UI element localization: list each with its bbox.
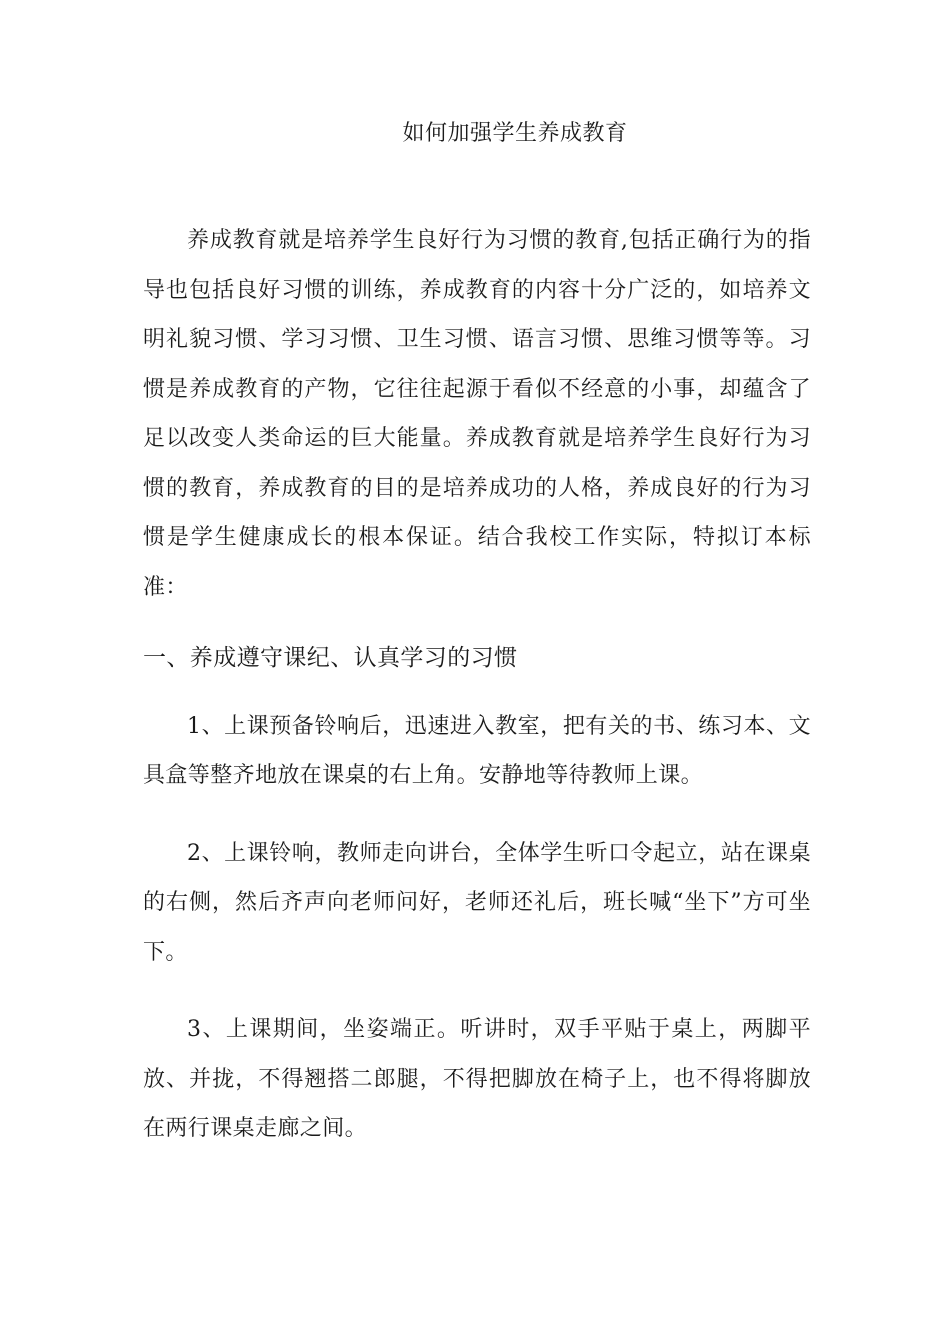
document-title: 如何加强学生养成教育	[402, 121, 628, 146]
document-body	[143, 216, 811, 1182]
list-item: 1、上课预备铃响后，迅速进入教室，把有关的书、练习本、文具盒等整齐地放在课桌的右上角。安静地等待教师上课。	[143, 713, 811, 788]
list-item: 2、上课铃响，教师走向讲台，全体学生听口令起立，站在课桌的右侧，然后齐声向老师问好，老师还礼后，班长喊“坐下”方可坐下。	[143, 840, 811, 965]
section-heading: 一、养成遵守课纪、认真学习的习惯	[143, 645, 518, 671]
intro-paragraph: 养成教育就是培养学生良好行为习惯的教育,包括正确行为的指导也包括良好习惯的训练，养成教育的内容十分广泛的，如培养文明礼貌习惯、学习习惯、卫生习惯、语言习惯、思维习惯等等。习惯是养成教育的产物，它往往起源于看似不经意的小事，却蕴含了足以改变人类命运的巨大能量。养成教育就是培养学生良好行为习惯的教育，养成教育的目的是培养成功的人格，养成良好的行为习惯是学生健康成长的根本保证。结合我校工作实际，特拟订本标准：	[143, 228, 811, 600]
list-item: 3、上课期间，坐姿端正。听讲时，双手平贴于桌上，两脚平放、并拢，不得翘搭二郎腿，不得把脚放在椅子上，也不得将脚放在两行课桌走廊之间。	[143, 1017, 811, 1141]
